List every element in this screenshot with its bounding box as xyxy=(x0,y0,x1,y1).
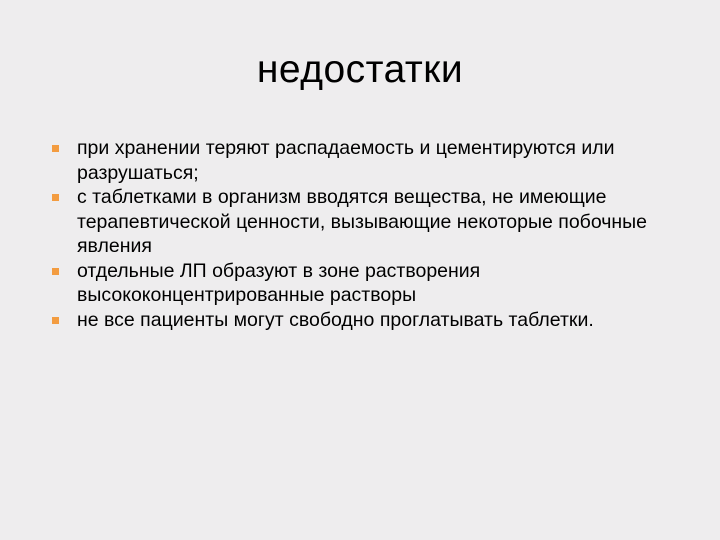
bullet-list xyxy=(52,136,672,332)
list-item xyxy=(52,185,672,259)
square-bullet-icon xyxy=(52,317,59,324)
bullet-text: с таблетками в организм вводятся вещества, не имеющие терапевтической ценности, вызывающие некоторые побочные явления xyxy=(77,186,648,257)
square-bullet-icon xyxy=(52,268,59,275)
list-item xyxy=(52,136,672,185)
bullet-text: при хранении теряют распадаемость и цементируются или разрушаться; xyxy=(77,137,615,184)
list-item xyxy=(52,259,672,308)
slide-title: недостатки xyxy=(256,48,464,91)
square-bullet-icon xyxy=(52,145,59,152)
bullet-text: не все пациенты могут свободно проглатывать таблетки. xyxy=(77,308,594,331)
bullet-text: отдельные ЛП образуют в зоне растворения высококонцентрированные растворы xyxy=(77,259,481,306)
square-bullet-icon xyxy=(52,194,59,201)
list-item xyxy=(52,308,672,333)
